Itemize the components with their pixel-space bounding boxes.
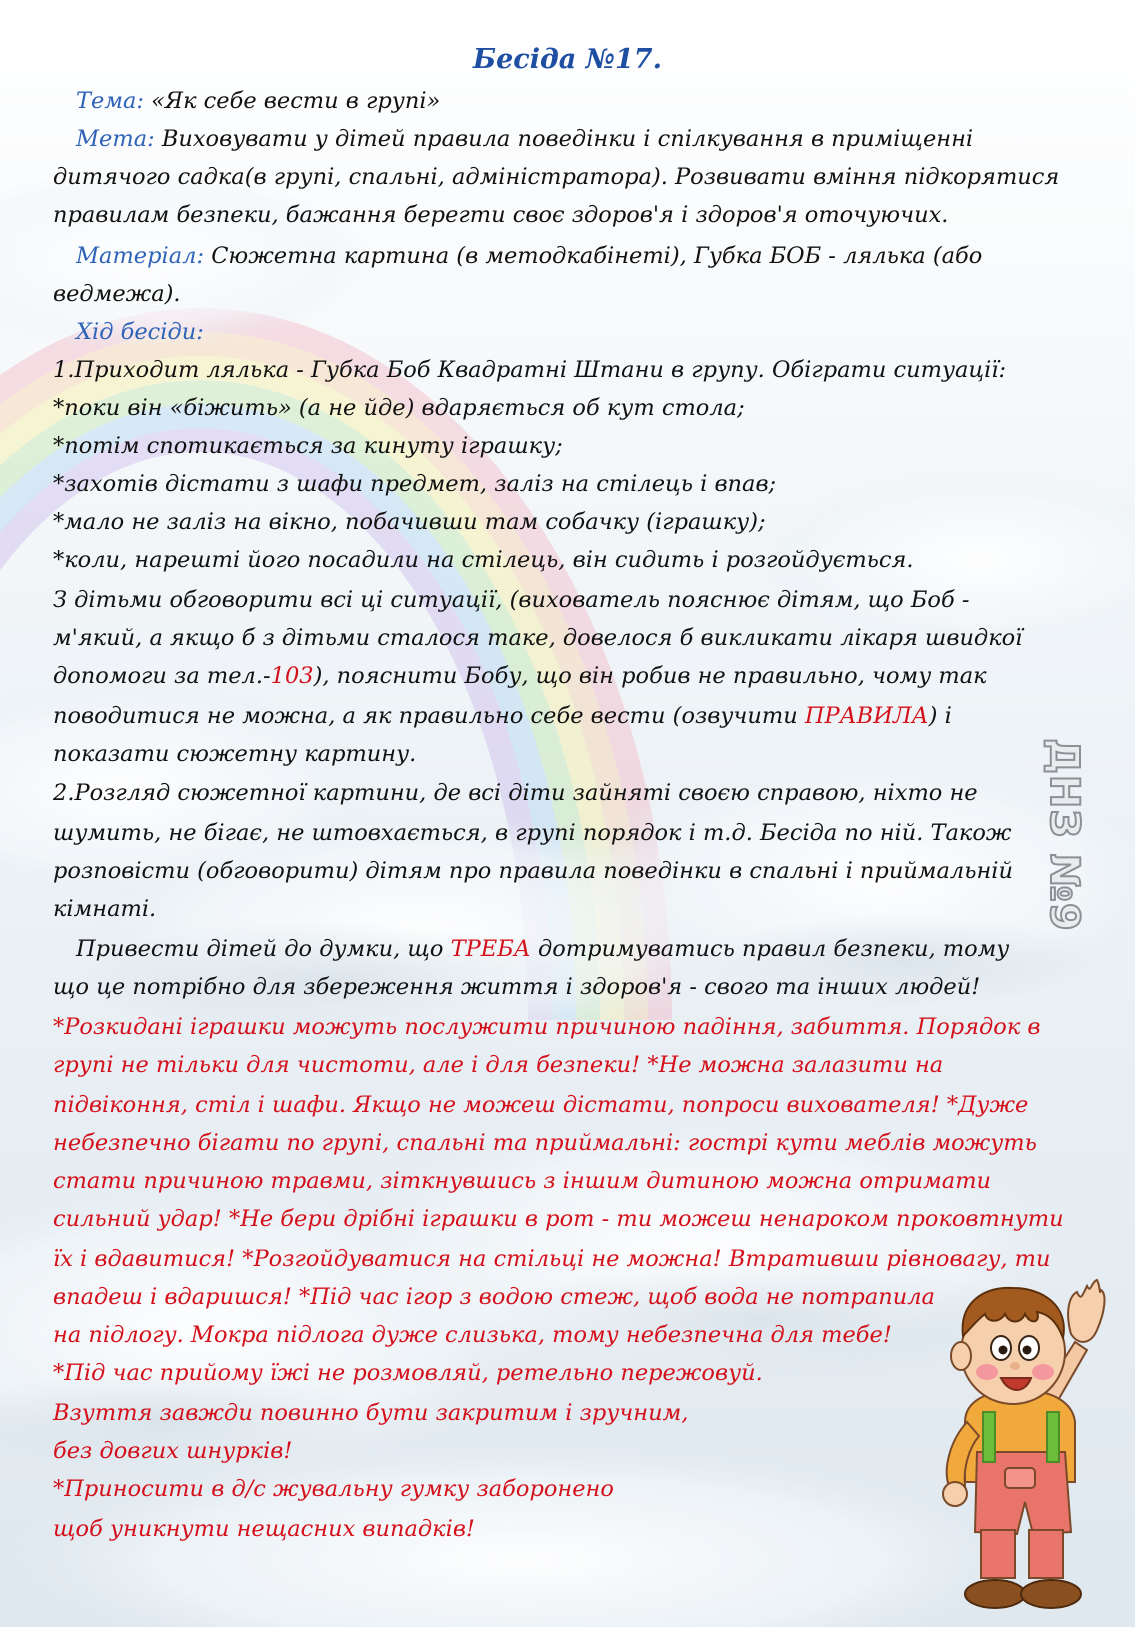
step2-line: шумить, не бігає, не штовхається, в групі порядок і т.д. Бесіда по ній. Також [53,820,1012,846]
rule-line: впадеш і вдаришся! *Під час ігор з водою стеж, щоб вода не потрапила [53,1284,935,1310]
step1-text: ), пояснити Бобу, що він робив не правильно, чому так [313,663,987,689]
rule-line: без довгих шнурків! [53,1438,293,1464]
step1-line: 1.Приходит лялька - Губка Боб Квадратні Штани в групу. Обіграти ситуації: [53,357,1007,383]
rule-line: небезпечно бігати по групі, спальні та приймальні: гострі кути меблів можуть [53,1130,1037,1156]
rules-highlight: ПРАВИЛА [804,703,929,729]
step1-line: З дітьми обговорити всі ці ситуації, (вихователь пояснює дітям, що Боб - [53,587,970,613]
rule-line: Взуття завжди повинно бути закритим і зручним, [53,1400,689,1426]
rule-line: *Приносити в д/с жувальну гумку заборонено [53,1476,614,1502]
step1-line: показати сюжетну картину. [53,741,417,767]
step1-text: ) і [928,703,952,729]
material-label: Матеріал: [76,243,205,269]
progress-label: Хід бесіди: [76,319,204,345]
goal-line [76,120,973,158]
rule-line: стати причиною травми, зіткнувшись з іншим дитиною можна отримати [53,1168,992,1194]
goal-text-2: дитячого садка(в групі, спальні, адміністратора). Розвивати вміння підкорятися [53,164,1060,190]
conclusion-line: що це потрібно для збереження життя і здоров'я - свого та інших людей! [53,974,981,1000]
theme-label: Тема: [76,88,144,114]
conclusion-text: дотримуватись правил безпеки, тому [530,936,1010,962]
material-text-1: Сюжетна картина (в методкабінеті), Губка БОБ - лялька (або [211,243,983,269]
step1-text: поводитися не можна, а як правильно себе вести (озвучити [53,703,805,729]
kindergarten-watermark [1042,720,1086,950]
goal-text-3: правилам безпеки, бажання берегти своє здоров'я і здоров'я оточуючих. [53,202,949,228]
step1-line: *поки він «біжить» (а не йде) вдаряється об кут стола; [53,395,745,421]
watermark-text: ДНЗ №9 [1041,738,1087,932]
step2-line: кімнаті. [53,896,157,922]
page-title: Бесіда №17. [473,44,662,75]
step1-line: *мало не заліз на вікно, побачивши там собачку (іграшку); [53,509,766,535]
rule-line: їх і вдавитися! *Розгойдуватися на стільці не можна! Втративши рівновагу, ти [53,1246,1051,1272]
step1-line: *захотів дістати з шафи предмет, заліз на стілець і впав; [53,471,777,497]
goal-text-1: Виховувати у дітей правила поведінки і спілкування в приміщенні [161,126,974,152]
conclusion-line [76,930,1009,968]
rule-line: на підлогу. Мокра підлога дуже слизька, тому небезпечна для тебе! [53,1322,892,1348]
rule-line: щоб уникнути нещасних випадків! [53,1516,475,1542]
goal-label: Мета: [76,126,155,152]
material-line [76,237,982,275]
theme-line [76,82,440,120]
step2-line: розповісти (обговорити) дітям про правила поведінки в спальні і приймальній [53,858,1013,884]
rule-line: сильний удар! *Не бери дрібні іграшки в рот - ти можеш ненароком проковтнути [53,1206,1064,1232]
step1-line: *коли, нарешті його посадили на стілець, він сидить і розгойдується. [53,547,914,573]
rule-line: підвіконня, стіл і шафи. Якщо не можеш дістати, попроси вихователя! *Дуже [53,1092,1029,1118]
phone-number: 103 [270,663,314,689]
must-highlight: ТРЕБА [450,936,531,962]
rule-line: групі не тільки для чистоти, але і для безпеки! *Не можна залазити на [53,1052,944,1078]
step2-line: 2.Розгляд сюжетної картини, де всі діти зайняті своєю справою, ніхто не [53,780,978,806]
step1-line: *потім спотикається за кинуту іграшку; [53,433,563,459]
step1-text: допомоги за тел.- [53,663,271,689]
step1-line: м'який, а якщо б з дітьми сталося таке, довелося б викликати лікаря швидкої [53,625,1023,651]
theme-text: «Як себе вести в групі» [151,88,441,114]
step1-line [53,657,987,695]
rule-line: *Під час прийому їжі не розмовляй, ретельно пережовуй. [53,1360,763,1386]
step1-line [53,697,952,735]
material-text-2: ведмежа). [53,281,181,307]
rule-line: *Розкидані іграшки можуть послужити причиною падіння, забиття. Порядок в [53,1014,1041,1040]
conclusion-text: Привести дітей до думки, що [76,936,451,962]
waving-boy-illustration [925,1272,1115,1617]
